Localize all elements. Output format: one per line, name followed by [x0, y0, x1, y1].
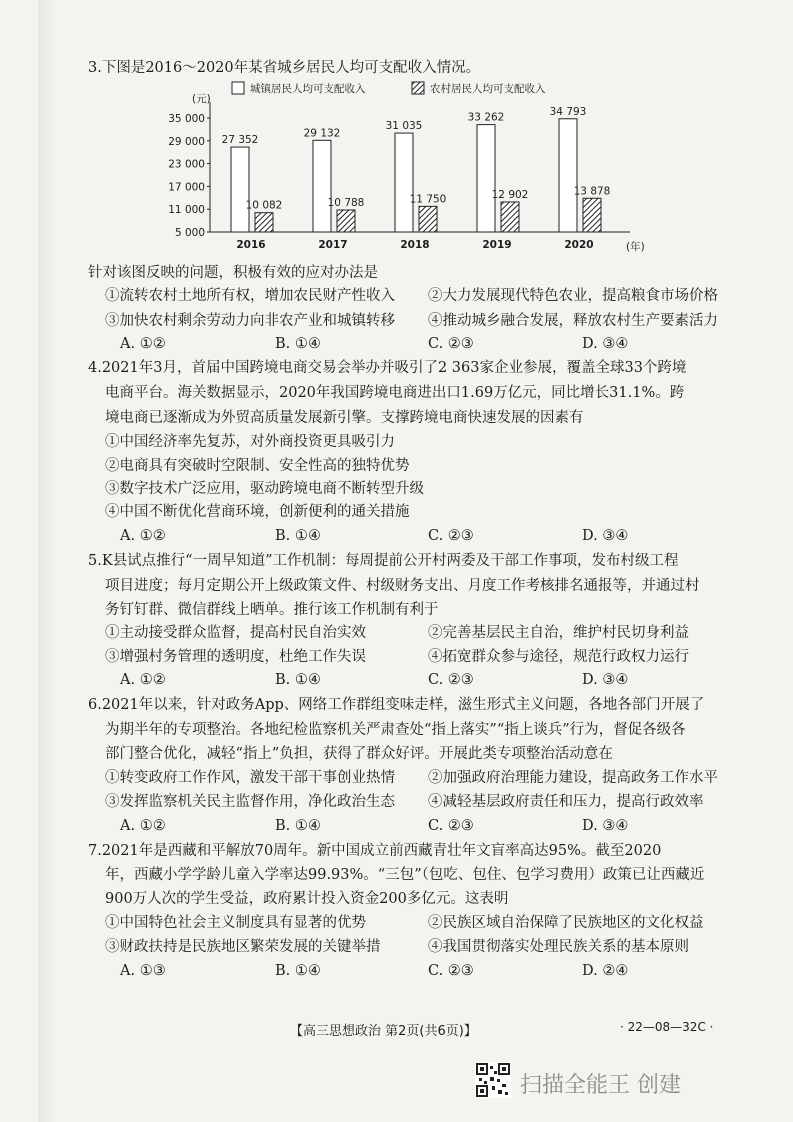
y-tick-label: 5 000 [174, 227, 205, 239]
scanner-watermark: 扫描全能王 创建 [520, 1073, 681, 1098]
data-label-urban: 31 035 [385, 120, 423, 133]
q4-option-2: ②电商具有突破时空限制、安全性高的独特优势 [105, 458, 410, 474]
data-label-rural: 13 878 [573, 185, 611, 198]
q6-answer-c: C. ②③ [428, 818, 474, 834]
x-tick-label: 2019 [482, 239, 512, 251]
exam-code: · 22—08—32C · [620, 1020, 714, 1034]
x-axis-label: (年) [626, 241, 645, 253]
q6-option-1: ①转变政府工作作风，激发干部干事创业热情 [105, 770, 395, 786]
q5-stem-3: 务钉钉群、微信群线上晒单。推行该工作机制有利于 [105, 602, 439, 618]
q3-option-3: ③加快农村剩余劳动力向非农产业和城镇转移 [105, 313, 395, 329]
q3-option-2: ②大力发展现代特色农业，提高粮食市场价格 [428, 288, 718, 304]
x-tick-label: 2018 [400, 239, 430, 251]
q4-option-1: ①中国经济率先复苏，对外商投资更具吸引力 [105, 434, 395, 450]
bar-urban [231, 147, 249, 232]
data-label-urban: 27 352 [221, 134, 259, 147]
q4-stem-2: 电商平台。海关数据显示，2020年我国跨境电商进出口1.69万亿元，同比增长31.1%。跨 [105, 385, 685, 401]
qr-code-icon [475, 1062, 511, 1098]
q4-answer-d: D. ③④ [582, 528, 629, 544]
y-axis-label: (元) [192, 93, 211, 105]
legend-label-rural: 农村居民人均可支配收入 [430, 83, 546, 95]
q4-stem-3: 境电商已逐渐成为外贸高质量发展新引擎。支撑跨境电商快速发展的因素有 [105, 410, 584, 426]
y-tick-label: 35 000 [168, 113, 205, 125]
q5-stem-1: 5.K县试点推行“一周早知道”工作机制：每周提前公开村两委及干部工作事项，发布村级工程 [88, 553, 679, 569]
x-tick-label: 2020 [564, 239, 594, 251]
q5-option-4: ④拓宽群众参与途径，规范行政权力运行 [428, 649, 689, 665]
data-label-urban: 33 262 [467, 111, 505, 124]
q4-option-4: ④中国不断优化营商环境，创新便利的通关措施 [105, 504, 410, 520]
q3-answer-a: A. ①② [120, 336, 166, 352]
q7-stem-3: 900万人次的学生受益，政府累计投入资金200多亿元。这表明 [105, 891, 509, 907]
q5-option-2: ②完善基层民主自治，维护村民切身利益 [428, 625, 689, 641]
data-label-rural: 11 750 [409, 193, 447, 206]
bar-rural [337, 210, 355, 232]
q3-answer-d: D. ③④ [582, 336, 629, 352]
q7-answer-d: D. ②④ [582, 963, 629, 979]
data-label-rural: 10 788 [327, 197, 365, 210]
data-label-urban: 29 132 [303, 127, 341, 140]
q5-option-3: ③增强村务管理的透明度，杜绝工作失误 [105, 649, 366, 665]
bar-urban [559, 119, 577, 232]
q3-answer-b: B. ①④ [275, 336, 321, 352]
q6-stem-2: 为期半年的专项整治。各地纪检监察机关严肃查处“指上落实”“指上谈兵”行为，督促各级各 [105, 722, 686, 738]
x-tick-label: 2016 [236, 239, 266, 251]
q7-option-1: ①中国特色社会主义制度具有显著的优势 [105, 915, 366, 931]
q7-option-4: ④我国贯彻落实处理民族关系的基本原则 [428, 939, 689, 955]
q6-option-3: ③发挥监察机关民主监督作用，净化政治生态 [105, 794, 395, 810]
q5-stem-2: 项目进度；每月定期公开上级政策文件、村级财务支出、月度工作考核排名通报等，并通过村 [105, 578, 700, 594]
q4-answer-c: C. ②③ [428, 528, 474, 544]
q7-option-2: ②民族区域自治保障了民族地区的文化权益 [428, 915, 704, 931]
bar-urban [313, 140, 331, 232]
q3-option-1: ①流转农村土地所有权，增加农民财产性收入 [105, 288, 395, 304]
q6-option-4: ④减轻基层政府责任和压力，提高行政效率 [428, 794, 704, 810]
q6-stem-3: 部门整合优化，减轻“指上”负担，获得了群众好评。开展此类专项整治活动意在 [105, 746, 613, 762]
bar-rural [501, 202, 519, 232]
q7-answer-a: A. ①③ [120, 963, 166, 979]
q4-stem-1: 4.2021年3月，首届中国跨境电商交易会举办并吸引了2 363家企业参展，覆盖全球33个跨境 [88, 360, 687, 376]
q3-answer-c: C. ②③ [428, 336, 474, 352]
q4-answer-b: B. ①④ [275, 528, 321, 544]
legend-swatch-urban [232, 82, 244, 94]
q4-option-3: ③数字技术广泛应用，驱动跨境电商不断转型升级 [105, 481, 424, 497]
y-tick-label: 17 000 [168, 181, 205, 194]
q7-stem-2: 年，西藏小学学龄儿童入学率达99.93%。“三包”（包吃、包住、包学习费用）政策已让西藏近 [105, 867, 705, 883]
data-label-rural: 12 902 [491, 188, 529, 201]
data-label-urban: 34 793 [549, 105, 587, 118]
page-footer: 【高三思想政治 第2页(共6页)】 [290, 1024, 477, 1039]
q5-option-1: ①主动接受群众监督，提高村民自治实效 [105, 625, 366, 641]
q7-option-3: ③财政扶持是民族地区繁荣发展的关键举措 [105, 939, 381, 955]
q6-stem-1: 6.2021年以来，针对政务App、网络工作群组变味走样，滋生形式主义问题，各地各部门开展了 [88, 697, 705, 713]
q3-stem: 3.下图是2016～2020年某省城乡居民人均可支配收入情况。 [88, 60, 481, 76]
q5-answer-d: D. ③④ [582, 672, 629, 688]
bar-urban [395, 133, 413, 232]
q3-option-4: ④推动城乡融合发展，释放农村生产要素活力 [428, 313, 718, 329]
q5-answer-a: A. ①② [120, 672, 166, 688]
legend-label-urban: 城镇居民人均可支配收入 [250, 83, 366, 95]
q6-answer-d: D. ③④ [582, 818, 629, 834]
legend-swatch-rural [412, 82, 424, 94]
bar-urban [477, 125, 495, 232]
q5-answer-c: C. ②③ [428, 672, 474, 688]
bar-rural [419, 206, 437, 232]
x-tick-label: 2017 [318, 239, 348, 251]
q6-answer-b: B. ①④ [275, 818, 321, 834]
bar-rural [255, 213, 273, 232]
scan-shadow [38, 0, 56, 1122]
q6-answer-a: A. ①② [120, 818, 166, 834]
q7-answer-b: B. ①④ [275, 963, 321, 979]
q5-answer-b: B. ①④ [275, 672, 321, 688]
y-tick-label: 11 000 [168, 204, 205, 217]
data-label-rural: 10 082 [245, 199, 283, 212]
q3-question: 针对该图反映的问题，积极有效的应对办法是 [88, 265, 378, 281]
q4-answer-a: A. ①② [120, 528, 166, 544]
q7-answer-c: C. ②③ [428, 963, 474, 979]
bar-rural [583, 198, 601, 232]
q7-stem-1: 7.2021年是西藏和平解放70周年。新中国成立前西藏青壮年文盲率高达95%。截至2020 [88, 843, 662, 859]
income-bar-chart [150, 80, 650, 260]
q6-option-2: ②加强政府治理能力建设，提高政务工作水平 [428, 770, 718, 786]
y-tick-label: 29 000 [168, 135, 205, 148]
y-tick-label: 23 000 [168, 158, 205, 171]
